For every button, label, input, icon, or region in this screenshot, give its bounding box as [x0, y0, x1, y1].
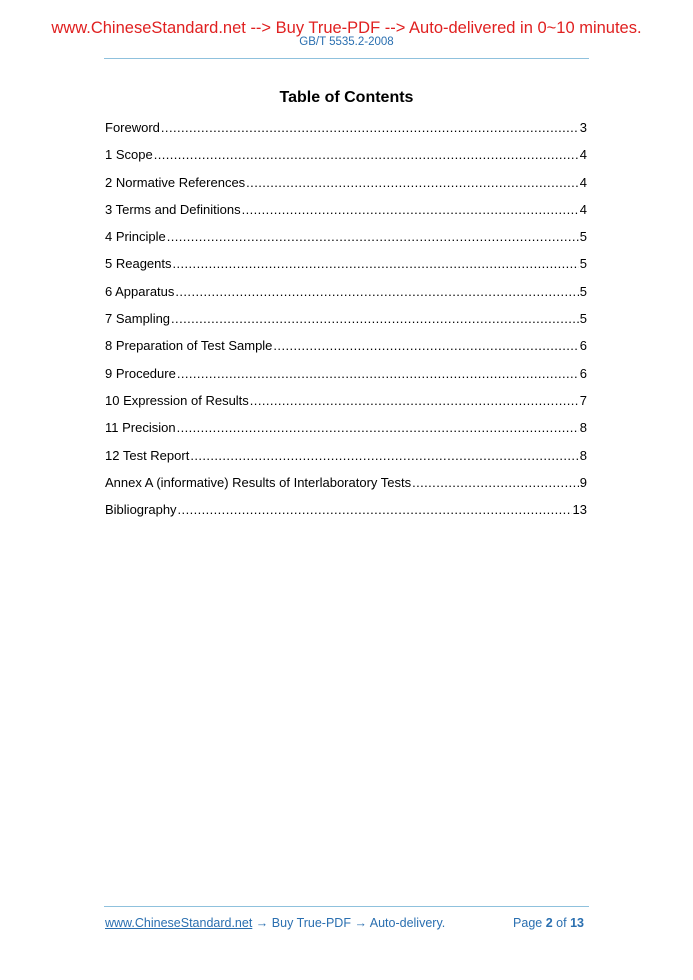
toc-leader: [273, 336, 578, 356]
toc-entry-precision[interactable]: [105, 418, 587, 445]
toc-entry-page: 6: [579, 365, 587, 381]
toc-entry-label: Foreword: [105, 120, 160, 135]
toc-leader: [177, 364, 579, 384]
toc-entry-preparation-test-sample[interactable]: [105, 336, 587, 363]
toc-entry-label: Bibliography: [105, 502, 177, 518]
toc-entry-label: 10 Expression of Results: [105, 392, 249, 408]
toc-entry-page: 13: [572, 502, 587, 518]
toc-entry-label: 5 Reagents: [105, 256, 172, 272]
toc-entry-page: 8: [579, 420, 587, 436]
toc-entry-page: 4: [579, 201, 587, 217]
page-current: 2: [545, 916, 553, 930]
toc-leader: [250, 391, 579, 411]
page-word: Page: [513, 916, 543, 930]
footer-buy-text: Buy True-PDF: [271, 916, 351, 930]
toc-entry-bibliography[interactable]: [105, 500, 587, 527]
toc-entry-terms-definitions[interactable]: [105, 200, 587, 227]
toc-entry-page: 4: [579, 147, 587, 163]
toc-entry-page: 9: [579, 474, 587, 490]
toc-leader: [178, 500, 572, 520]
toc-entry-page: 5: [579, 256, 587, 272]
toc-leader: [177, 418, 579, 438]
toc-entry-page: 3: [579, 120, 587, 135]
arrow-right-icon: →: [354, 916, 367, 930]
page-indicator: [513, 915, 584, 931]
toc-entry-label: Annex A (informative) Results of Interlaboratory Tests: [105, 474, 412, 490]
toc-leader: [190, 446, 578, 466]
footer-promo: [105, 915, 445, 931]
toc-entry-page: 6: [579, 338, 587, 354]
toc-list: [105, 118, 587, 527]
footer-delivery-text: Auto-delivery.: [369, 916, 446, 930]
toc-entry-label: 4 Principle: [105, 229, 166, 245]
toc-leader: [242, 200, 579, 220]
toc-entry-expression-results[interactable]: [105, 391, 587, 418]
page-of: of: [556, 916, 567, 930]
toc-entry-annex-a[interactable]: [105, 473, 587, 500]
toc-entry-label: 3 Terms and Definitions: [105, 201, 241, 217]
toc-leader: [173, 254, 579, 274]
toc-entry-label: 9 Procedure: [105, 365, 176, 381]
toc-leader: [246, 173, 579, 193]
footer-site-link[interactable]: www.ChineseStandard.net: [105, 916, 253, 930]
toc-title: Table of Contents: [279, 89, 414, 106]
toc-entry-label: 1 Scope: [105, 147, 153, 163]
footer-divider: [104, 906, 589, 907]
toc-leader: [167, 227, 579, 247]
watermark-banner: www.ChineseStandard.net --> Buy True-PDF --> Auto-delivered in 0~10 minutes.: [51, 19, 642, 37]
toc-entry-label: 2 Normative References: [105, 174, 246, 190]
toc-entry-page: 5: [579, 311, 587, 327]
toc-entry-label: 6 Apparatus: [105, 283, 175, 299]
toc-entry-page: 8: [579, 447, 587, 463]
standard-code: GB/T 5535.2-2008: [299, 36, 394, 48]
toc-entry-foreword[interactable]: [105, 118, 587, 145]
toc-entry-page: 5: [579, 283, 587, 299]
toc-leader: [171, 309, 579, 329]
toc-entry-reagents[interactable]: [105, 254, 587, 281]
toc-leader: [412, 473, 579, 493]
header-divider: [104, 58, 589, 59]
page-total: 13: [570, 916, 584, 930]
toc-entry-sampling[interactable]: [105, 309, 587, 336]
toc-entry-label: 8 Preparation of Test Sample: [105, 338, 273, 354]
toc-entry-principle[interactable]: [105, 227, 587, 254]
arrow-right-icon: →: [255, 916, 269, 930]
toc-leader: [154, 145, 579, 165]
toc-leader: [175, 282, 578, 302]
toc-entry-procedure[interactable]: [105, 364, 587, 391]
toc-entry-label: 7 Sampling: [105, 311, 171, 327]
toc-leader: [161, 118, 579, 138]
toc-entry-label: 11 Precision: [105, 420, 176, 436]
toc-entry-normative-references[interactable]: [105, 173, 587, 200]
toc-entry-label: 12 Test Report: [105, 447, 190, 463]
toc-entry-page: 5: [579, 229, 587, 245]
toc-entry-page: 7: [579, 392, 587, 408]
toc-entry-scope[interactable]: [105, 145, 587, 172]
toc-entry-page: 4: [579, 174, 587, 190]
toc-entry-test-report[interactable]: [105, 446, 587, 473]
toc-entry-apparatus[interactable]: [105, 282, 587, 309]
